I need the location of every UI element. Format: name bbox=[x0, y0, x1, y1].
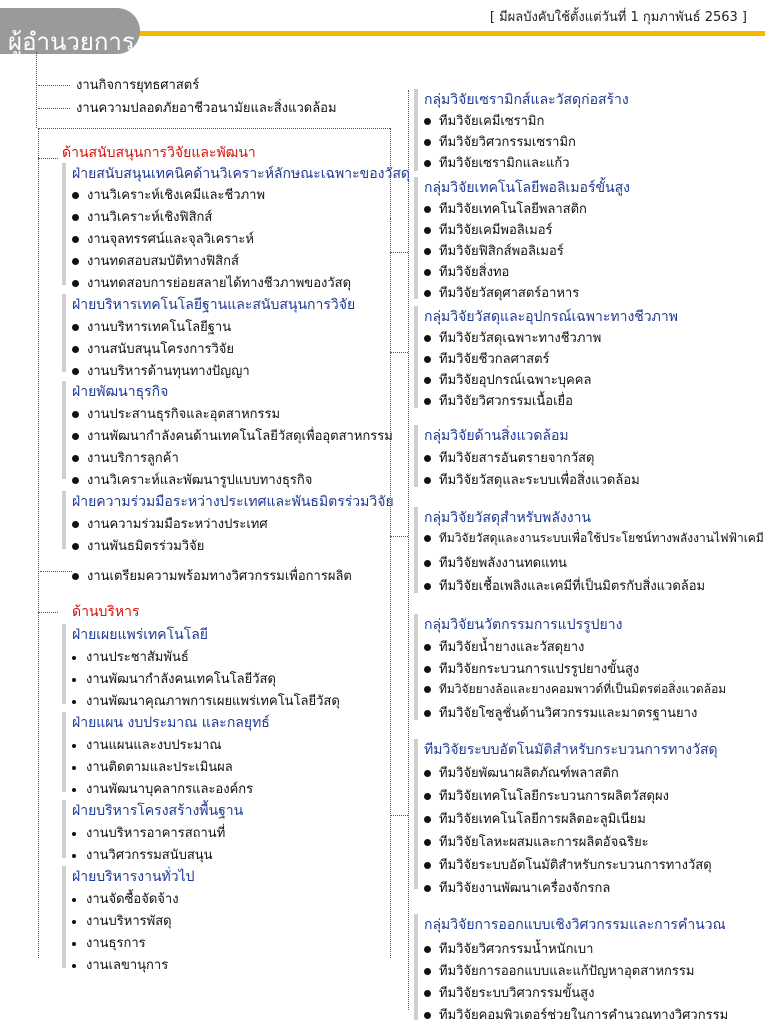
team-item[interactable]: ทีมวิจัยเคมีพอลิเมอร์ bbox=[424, 219, 553, 240]
list-item[interactable]: งานประชาสัมพันธ์ bbox=[72, 646, 189, 667]
team-item[interactable]: ทีมวิจัยวิศวกรรมเซรามิก bbox=[424, 131, 576, 152]
list-item[interactable]: งานธุรการ bbox=[72, 932, 146, 953]
team-item[interactable]: ทีมวิจัยเซรามิกและแก้ว bbox=[424, 152, 570, 173]
division-title[interactable]: ฝ่ายสนับสนุนเทคนิคด้านวิเคราะห์ลักษณะเฉพาะของวัสดุ bbox=[72, 166, 410, 182]
director-title: ผู้อำนวยการ bbox=[8, 28, 135, 56]
group-title[interactable]: กลุ่มวิจัยเซรามิกส์และวัสดุก่อสร้าง bbox=[424, 92, 629, 108]
team-item[interactable]: ทีมวิจัยโลหะผสมและการผลิตอัจฉริยะ bbox=[424, 831, 649, 852]
list-item[interactable]: งานวิเคราะห์เชิงเคมีและชีวภาพ bbox=[72, 184, 265, 205]
team-item[interactable]: ทีมวิจัยวัสดุและระบบเพื่อสิ่งแวดล้อม bbox=[424, 469, 640, 490]
list-item[interactable]: งานบริหารเทคโนโลยีฐาน bbox=[72, 316, 231, 337]
team-item[interactable]: ทีมวิจัยเทคโนโลยีกระบวนการผลิตวัสดุผง bbox=[424, 785, 669, 806]
division-title[interactable]: ฝ่ายบริหารเทคโนโลยีฐานและสนับสนุนการวิจัย bbox=[72, 297, 356, 313]
list-item[interactable]: งานทดสอบการย่อยสลายได้ทางชีวภาพของวัสดุ bbox=[72, 272, 351, 293]
header-accent-bar bbox=[120, 31, 765, 36]
division-bar bbox=[62, 163, 66, 285]
section-title-administration: ด้านบริหาร bbox=[72, 604, 140, 620]
division-bar bbox=[62, 800, 66, 858]
group-bar bbox=[414, 306, 418, 408]
division-title[interactable]: ฝ่ายแผน งบประมาณ และกลยุทธ์ bbox=[72, 715, 270, 731]
team-item[interactable]: ทีมวิจัยวิศวกรรมเนื้อเยื่อ bbox=[424, 390, 573, 411]
left-conn-3 bbox=[40, 571, 72, 572]
group-bar bbox=[414, 614, 418, 720]
list-item[interactable]: งานความร่วมมือระหว่างประเทศ bbox=[72, 513, 268, 534]
group-bar bbox=[414, 914, 418, 1020]
division-bar bbox=[62, 712, 66, 792]
team-item[interactable]: ทีมวิจัยวิศวกรรมน้ำหนักเบา bbox=[424, 938, 593, 959]
list-item[interactable]: งานบริหารอาคารสถานที่ bbox=[72, 822, 225, 843]
list-item[interactable]: งานพัฒนาคุณภาพการเผยแพร่เทคโนโลยีวัสดุ bbox=[72, 690, 340, 711]
team-item[interactable]: ทีมวิจัยเทคโนโลยีการผลิตอะลูมิเนียม bbox=[424, 808, 646, 829]
team-item[interactable]: ทีมวิจัยน้ำยางและวัสดุยาง bbox=[424, 636, 584, 657]
left-conn-2 bbox=[38, 612, 58, 613]
team-item[interactable]: ทีมวิจัยอุปกรณ์เฉพาะบุคคล bbox=[424, 369, 591, 390]
team-item[interactable]: ทีมวิจัยคอมพิวเตอร์ช่วยในการคำนวณทางวิศวกรรม bbox=[424, 1004, 728, 1025]
bracket-top-line bbox=[38, 128, 390, 129]
team-item[interactable]: ทีมวิจัยพลังงานทดแทน bbox=[424, 552, 567, 573]
team-item[interactable]: ทีมวิจัยฟิสิกส์พอลิเมอร์ bbox=[424, 240, 564, 261]
standalone-unit[interactable]: งานเตรียมความพร้อมทางวิศวกรรมเพื่อการผลิต bbox=[72, 565, 352, 586]
division-title[interactable]: ฝ่ายความร่วมมือระหว่างประเทศและพันธมิตรร่วมวิจัย bbox=[72, 494, 394, 510]
group-bar bbox=[414, 425, 418, 487]
group-bar bbox=[414, 507, 418, 593]
group-title[interactable]: กลุ่มวิจัยด้านสิ่งแวดล้อม bbox=[424, 428, 569, 444]
team-item[interactable]: ทีมวิจัยระบบอัตโนมัติสำหรับกระบวนการทางวัสดุ bbox=[424, 854, 712, 875]
team-item[interactable]: ทีมวิจัยสารอันตรายจากวัสดุ bbox=[424, 447, 594, 468]
list-item[interactable]: งานจุลทรรศน์และจุลวิเคราะห์ bbox=[72, 228, 254, 249]
right-conn-4 bbox=[390, 815, 408, 816]
division-title[interactable]: ฝ่ายพัฒนาธุรกิจ bbox=[72, 384, 169, 400]
division-bar bbox=[62, 866, 66, 968]
list-item[interactable]: งานเลขานุการ bbox=[72, 954, 168, 975]
group-title[interactable]: กลุ่มวิจัยนวัตกรรมการแปรรูปยาง bbox=[424, 617, 623, 633]
team-item[interactable]: ทีมวิจัยชีวกลศาสตร์ bbox=[424, 348, 550, 369]
director-unit[interactable]: งานความปลอดภัยอาชีวอนามัยและสิ่งแวดล้อม bbox=[38, 97, 337, 118]
group-bar bbox=[414, 177, 418, 299]
team-item[interactable]: ทีมวิจัยยางล้อและยางคอมพาวด์ที่เป็นมิตรต่อสิ่งแวดล้อม bbox=[424, 680, 726, 699]
list-item[interactable]: งานพัฒนากำลังคนเทคโนโลยีวัสดุ bbox=[72, 668, 276, 689]
list-item[interactable]: งานทดสอบสมบัติทางฟิสิกส์ bbox=[72, 250, 239, 271]
director-unit[interactable]: งานกิจการยุทธศาสตร์ bbox=[38, 74, 199, 95]
team-item[interactable]: ทีมวิจัยเคมีเซรามิก bbox=[424, 110, 544, 131]
left-conn-1 bbox=[38, 158, 58, 159]
right-conn-2 bbox=[390, 352, 408, 353]
list-item[interactable]: งานสนับสนุนโครงการวิจัย bbox=[72, 338, 234, 359]
list-item[interactable]: งานพัฒนากำลังคนด้านเทคโนโลยีวัสดุเพื่ออุตสาหกรรม bbox=[72, 425, 393, 446]
team-item[interactable]: ทีมวิจัยพัฒนาผลิตภัณฑ์พลาสติก bbox=[424, 762, 619, 783]
team-item[interactable]: ทีมวิจัยการออกแบบและแก้ปัญหาอุตสาหกรรม bbox=[424, 960, 694, 981]
division-bar bbox=[62, 381, 66, 479]
group-title[interactable]: กลุ่มวิจัยวัสดุและอุปกรณ์เฉพาะทางชีวภาพ bbox=[424, 309, 678, 325]
team-item[interactable]: ทีมวิจัยระบบวิศวกรรมขั้นสูง bbox=[424, 982, 594, 1003]
group-title[interactable]: กลุ่มวิจัยวัสดุสำหรับพลังงาน bbox=[424, 510, 592, 526]
division-title[interactable]: ฝ่ายเผยแพร่เทคโนโลยี bbox=[72, 627, 209, 643]
list-item[interactable]: งานพัฒนาบุคลากรและองค์กร bbox=[72, 778, 253, 799]
list-item[interactable]: งานบริการลูกค้า bbox=[72, 447, 179, 468]
team-item[interactable]: ทีมวิจัยวัสดุเฉพาะทางชีวภาพ bbox=[424, 327, 601, 348]
effective-date: [ มีผลบังคับใช้ตั้งแต่วันที่ 1 กุมภาพันธ์ 2563 ] bbox=[489, 10, 747, 25]
director-box[interactable] bbox=[0, 8, 140, 54]
right-trunk-line bbox=[390, 218, 391, 958]
section-title-research-support: ด้านสนับสนุนการวิจัยและพัฒนา bbox=[62, 145, 256, 161]
group-bar bbox=[414, 739, 418, 889]
team-item[interactable]: ทีมวิจัยเทคโนโลยีพลาสติก bbox=[424, 198, 587, 219]
team-item[interactable]: ทีมวิจัยโซลูชั่นด้านวิศวกรรมและมาตรฐานยาง bbox=[424, 702, 697, 723]
division-title[interactable]: ฝ่ายบริหารงานทั่วไป bbox=[72, 869, 195, 885]
division-bar bbox=[62, 294, 66, 372]
team-item[interactable]: ทีมวิจัยงานพัฒนาเครื่องจักรกล bbox=[424, 877, 610, 898]
group-title[interactable]: กลุ่มวิจัยการออกแบบเชิงวิศวกรรมและการคำนวณ bbox=[424, 917, 726, 933]
group-title[interactable]: ทีมวิจัยระบบอัตโนมัติสำหรับกระบวนการทางวัสดุ bbox=[424, 742, 718, 758]
left-bracket-line bbox=[38, 128, 39, 958]
right-conn-1 bbox=[390, 252, 408, 253]
list-item[interactable]: งานบริหารด้านทุนทางปัญญา bbox=[72, 360, 250, 381]
list-item[interactable]: งานแผนและงบประมาณ bbox=[72, 734, 222, 755]
group-bar bbox=[414, 89, 418, 171]
division-bar bbox=[62, 491, 66, 549]
list-item[interactable]: งานพันธมิตรร่วมวิจัย bbox=[72, 535, 204, 556]
list-item[interactable]: งานติดตามและประเมินผล bbox=[72, 756, 233, 777]
list-item[interactable]: งานวิศวกรรมสนับสนุน bbox=[72, 844, 213, 865]
division-title[interactable]: ฝ่ายบริหารโครงสร้างพื้นฐาน bbox=[72, 803, 244, 819]
list-item[interactable]: งานวิเคราะห์และพัฒนารูปแบบทางธุรกิจ bbox=[72, 469, 312, 490]
group-title[interactable]: กลุ่มวิจัยเทคโนโลยีพอลิเมอร์ขั้นสูง bbox=[424, 180, 631, 196]
team-item[interactable]: ทีมวิจัยสิ่งทอ bbox=[424, 261, 509, 282]
list-item[interactable]: งานประสานธุรกิจและอุตสาหกรรม bbox=[72, 403, 280, 424]
right-conn-3 bbox=[390, 536, 408, 537]
team-item[interactable]: ทีมวิจัยวัสดุและงานระบบเพื่อใช้ประโยชน์ทางพลังงานไฟฟ้าเคมี bbox=[424, 529, 764, 548]
list-item[interactable]: งานวิเคราะห์เชิงฟิสิกส์ bbox=[72, 206, 212, 227]
team-item[interactable]: ทีมวิจัยเชื้อเพลิงและเคมีที่เป็นมิตรกับสิ่งแวดล้อม bbox=[424, 575, 705, 596]
list-item[interactable]: งานจัดซื้อจัดจ้าง bbox=[72, 888, 179, 909]
team-item[interactable]: ทีมวิจัยวัสดุศาสตร์อาหาร bbox=[424, 282, 579, 303]
division-bar bbox=[62, 624, 66, 704]
right-groups-line bbox=[408, 90, 409, 1010]
trunk-line bbox=[36, 52, 37, 128]
team-item[interactable]: ทีมวิจัยกระบวนการแปรรูปยางขั้นสูง bbox=[424, 658, 639, 679]
list-item[interactable]: งานบริหารพัสดุ bbox=[72, 910, 172, 931]
